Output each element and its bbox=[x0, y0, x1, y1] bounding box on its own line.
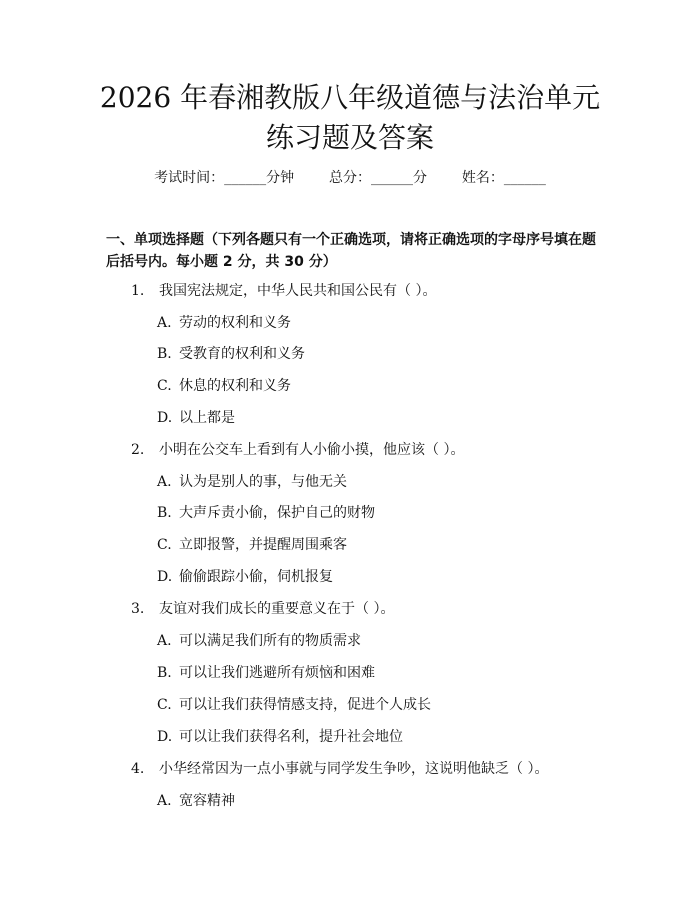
question-number: 4. bbox=[131, 761, 145, 777]
question-4-option-a bbox=[157, 791, 235, 811]
question-3-option-d bbox=[157, 727, 403, 747]
question-number: 3. bbox=[131, 601, 145, 617]
question-1 bbox=[131, 281, 436, 301]
name-field: 姓名：______ bbox=[461, 170, 546, 186]
option-text: 可以让我们获得情感支持，促进个人成长 bbox=[179, 697, 431, 713]
option-text: 立即报警，并提醒周围乘客 bbox=[179, 537, 347, 553]
exam-info-line bbox=[0, 168, 700, 188]
option-letter: B. bbox=[157, 346, 172, 362]
option-text: 宽容精神 bbox=[179, 793, 235, 809]
option-letter: C. bbox=[157, 697, 172, 713]
option-text: 可以让我们逃避所有烦恼和困难 bbox=[179, 665, 375, 681]
question-2-option-d bbox=[157, 567, 333, 587]
question-text: 小华经常因为一点小事就与同学发生争吵，这说明他缺乏（ ）。 bbox=[159, 761, 549, 777]
question-3 bbox=[131, 599, 394, 619]
option-letter: A. bbox=[157, 793, 172, 809]
option-text: 以上都是 bbox=[179, 410, 235, 426]
option-letter: A. bbox=[157, 315, 172, 331]
question-number: 1. bbox=[131, 283, 145, 299]
total-score-field: 总分：______分 bbox=[329, 170, 427, 186]
question-text: 小明在公交车上看到有人小偷小摸，他应该（ ）。 bbox=[159, 442, 465, 458]
option-letter: D. bbox=[157, 729, 173, 745]
question-1-option-a bbox=[157, 313, 291, 333]
option-text: 休息的权利和义务 bbox=[179, 378, 291, 394]
option-letter: B. bbox=[157, 665, 172, 681]
option-letter: A. bbox=[157, 474, 172, 490]
option-letter: A. bbox=[157, 633, 172, 649]
question-text: 友谊对我们成长的重要意义在于（ ）。 bbox=[159, 601, 395, 617]
option-text: 受教育的权利和义务 bbox=[179, 346, 305, 362]
question-number: 2. bbox=[131, 442, 145, 458]
question-4 bbox=[131, 759, 548, 779]
section-heading: 一、单项选择题（下列各题只有一个正确选项，请将正确选项的字母序号填在题后括号内。每小题 2 分，共 30 分） bbox=[106, 232, 596, 270]
question-2-option-c bbox=[157, 535, 347, 555]
question-1-option-b bbox=[157, 344, 305, 364]
question-1-option-d bbox=[157, 408, 235, 428]
option-letter: B. bbox=[157, 505, 172, 521]
option-text: 可以让我们获得名利，提升社会地位 bbox=[179, 729, 403, 745]
option-text: 认为是别人的事，与他无关 bbox=[179, 474, 347, 490]
question-text: 我国宪法规定，中华人民共和国公民有（ ）。 bbox=[159, 283, 437, 299]
question-3-option-c bbox=[157, 695, 431, 715]
option-letter: C. bbox=[157, 537, 172, 553]
question-3-option-a bbox=[157, 631, 361, 651]
question-2 bbox=[131, 440, 464, 460]
document-title: 2026 年春湘教版八年级道德与法治单元练习题及答案 bbox=[99, 81, 601, 154]
option-letter: D. bbox=[157, 569, 173, 585]
question-3-option-b bbox=[157, 663, 375, 683]
option-text: 大声斥责小偷，保护自己的财物 bbox=[179, 505, 375, 521]
question-2-option-a bbox=[157, 472, 347, 492]
option-letter: D. bbox=[157, 410, 173, 426]
exam-time-field: 考试时间：______分钟 bbox=[154, 170, 295, 186]
option-text: 劳动的权利和义务 bbox=[179, 315, 291, 331]
option-letter: C. bbox=[157, 378, 172, 394]
option-text: 可以满足我们所有的物质需求 bbox=[179, 633, 361, 649]
option-text: 偷偷跟踪小偷，伺机报复 bbox=[179, 569, 333, 585]
question-1-option-c bbox=[157, 376, 291, 396]
question-2-option-b bbox=[157, 503, 375, 523]
